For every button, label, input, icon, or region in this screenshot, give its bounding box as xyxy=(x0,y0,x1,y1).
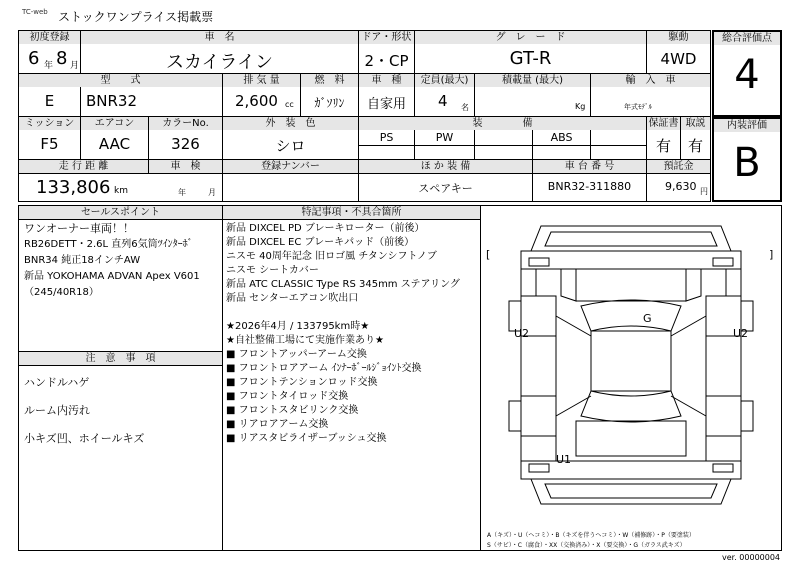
note-line: 小キズ凹、ホイールキズ xyxy=(24,432,145,445)
hdr-warranty: 保証書 xyxy=(648,118,679,129)
damage-mark: U2 xyxy=(514,327,530,340)
manual: 有 xyxy=(687,137,703,155)
damage-mark: G xyxy=(643,312,652,325)
sales-line: 新品 YOKOHAMA ADVAN Apex V601 xyxy=(24,271,200,282)
hdr-door: ドア・形状 xyxy=(359,31,414,44)
special-line: ■ フロントテンションロッド交換 xyxy=(226,377,378,388)
special-line: 新品 センターエアコン吹出口 xyxy=(226,293,359,304)
hdr-aircon: エアコン xyxy=(81,117,148,130)
exterior-color: シロ xyxy=(275,137,306,155)
version: ver. 00000004 xyxy=(722,553,781,562)
hdr-color-no: カラーNo. xyxy=(149,117,222,130)
deposit-unit: 円 xyxy=(700,187,708,196)
special-line: 新品 ATC CLASSIC Type RS 345mm ステアリング xyxy=(226,279,460,290)
displacement: 2,600 xyxy=(235,92,278,110)
special-line: 新品 DIXCEL PD ブレーキローター（前後） xyxy=(226,223,425,234)
reg-month-unit: 月 xyxy=(70,61,80,71)
special-line: ニスモ シートカバー xyxy=(226,265,319,276)
note-line: ルーム内汚れ xyxy=(24,404,90,417)
hdr-first-reg: 初度登録 xyxy=(19,31,80,44)
hdr-notes: 注 意 事 項 xyxy=(19,352,222,365)
hdr-sales-points: セールスポイント xyxy=(19,206,222,219)
hdr-capacity: 定員(最大) xyxy=(415,74,474,87)
load-unit: Kg xyxy=(575,102,586,111)
color-no: 326 xyxy=(171,135,200,153)
vehicle-type: 自家用 xyxy=(366,97,406,112)
note-line: ハンドルハゲ xyxy=(24,376,90,389)
hdr-manual: 取説 xyxy=(681,117,710,130)
equip-ps: PS xyxy=(379,131,394,144)
bracket-close: ] xyxy=(769,248,774,261)
hdr-mileage: 走 行 距 離 xyxy=(19,160,148,173)
special-line: ■ リアスタビライザーブッシュ交換 xyxy=(226,433,387,444)
inspection-month: 月 xyxy=(208,188,216,197)
grade: GT-R xyxy=(509,48,552,69)
special-line: ★自社整備工場にて実施作業あり★ xyxy=(226,335,384,346)
interior-grade: B xyxy=(733,140,761,186)
hdr-displacement: 排 気 量 xyxy=(223,74,300,87)
special-line: ★2026年4月 / 133795km時★ xyxy=(226,321,370,332)
hdr-model: 型 式 xyxy=(19,74,222,87)
hdr-inspection: 車 検 xyxy=(149,160,222,173)
deposit: 9,630 xyxy=(665,180,697,193)
special-line: 新品 DIXCEL EC ブレーキパッド（前後） xyxy=(226,237,415,248)
capacity: 4 xyxy=(438,92,448,110)
hdr-plate: 登録ナンバー xyxy=(223,160,358,173)
damage-mark: U1 xyxy=(556,453,572,466)
model: BNR32 xyxy=(86,92,138,110)
hdr-car-name: 車 名 xyxy=(81,31,358,44)
door-type: 2・CP xyxy=(364,52,409,70)
import-note: 年式ﾓﾃﾞﾙ xyxy=(624,103,652,111)
car-name: スカイライン xyxy=(166,52,273,73)
reg-year: 6 xyxy=(28,48,40,69)
drive: 4WD xyxy=(660,50,697,68)
hdr-fuel: 燃 料 xyxy=(301,74,358,87)
special-line: ニスモ 40周年記念 旧ロゴ風 チタンシフトノブ xyxy=(226,251,437,262)
sales-line: ワンオーナー車両！！ xyxy=(24,222,134,235)
bracket-open: [ xyxy=(486,248,491,261)
inspection-year: 年 xyxy=(178,188,186,197)
damage-mark: U2 xyxy=(733,327,749,340)
warranty: 有 xyxy=(655,137,671,155)
hdr-drive: 駆動 xyxy=(647,31,710,44)
special-line: ■ フロントスタビリンク交換 xyxy=(226,405,359,416)
chassis-number: BNR32-311880 xyxy=(547,180,632,193)
hdr-grade: グ レ ー ド xyxy=(415,31,646,44)
logo: TC-web xyxy=(22,8,48,16)
hdr-special-notes: 特記事項・不具合箇所 xyxy=(223,206,480,219)
reg-month: 8 xyxy=(56,48,68,69)
hdr-load: 積載量 (最大) xyxy=(475,74,590,87)
form-title: ストックワンプライス掲載票 xyxy=(58,10,214,24)
other-equip: スペアキー xyxy=(418,182,473,195)
transmission: F5 xyxy=(40,135,59,153)
sales-line: RB26DETT・2.6L 直列6気筒ﾂｲﾝﾀｰﾎﾞ xyxy=(24,239,193,250)
hdr-transmission: ミッション xyxy=(19,117,80,130)
hdr-overall: 総合評価点 xyxy=(714,32,780,45)
hdr-import: 輸 入 車 xyxy=(591,74,710,87)
special-line: ■ フロントタイロッド交換 xyxy=(226,391,349,402)
reg-year-unit: 年 xyxy=(44,61,54,71)
car-diagram xyxy=(481,206,781,531)
hdr-other-equip: ほ か 装 備 xyxy=(359,160,532,173)
special-line: ■ フロントロアアーム ｲﾝﾅｰﾎﾞｰﾙｼﾞｮｲﾝﾄ交換 xyxy=(226,363,422,374)
hdr-equipment: 装 備 xyxy=(359,117,646,130)
equip-abs: ABS xyxy=(550,131,573,144)
mileage: 133,806 xyxy=(36,177,111,198)
hdr-deposit: 預託金 xyxy=(647,160,710,173)
mileage-unit: km xyxy=(114,186,128,196)
special-line: ■ リアロアアーム交換 xyxy=(226,419,329,430)
hdr-exterior: 外 装 色 xyxy=(223,117,358,130)
sales-line: BNR34 純正18インチAW xyxy=(24,255,141,266)
capacity-unit: 名 xyxy=(461,103,469,112)
special-line: ■ フロントアッパーアーム交換 xyxy=(226,349,367,360)
model-prefix: E xyxy=(44,92,55,110)
sales-line: （245/40R18） xyxy=(24,287,99,298)
diagram-legend-1: A（キズ）・U（ヘコミ）・B（キズを伴うヘコミ）・W（補修跡）・P（要塗装） xyxy=(487,532,695,539)
hdr-interior: 内装評価 xyxy=(714,119,780,132)
displacement-unit: cc xyxy=(285,100,294,109)
aircon: AAC xyxy=(98,135,131,153)
diagram-legend-2: S（サビ）・C（腐食）・XX（交換済み）・X（要交換）・G（ガラス武キズ） xyxy=(487,542,686,549)
fuel: ｶﾞｿﾘﾝ xyxy=(314,96,345,110)
hdr-chassis: 車 台 番 号 xyxy=(533,160,646,173)
hdr-vehicle-type: 車 種 xyxy=(359,74,414,87)
overall-grade: 4 xyxy=(734,52,760,98)
equip-pw: PW xyxy=(435,131,454,144)
